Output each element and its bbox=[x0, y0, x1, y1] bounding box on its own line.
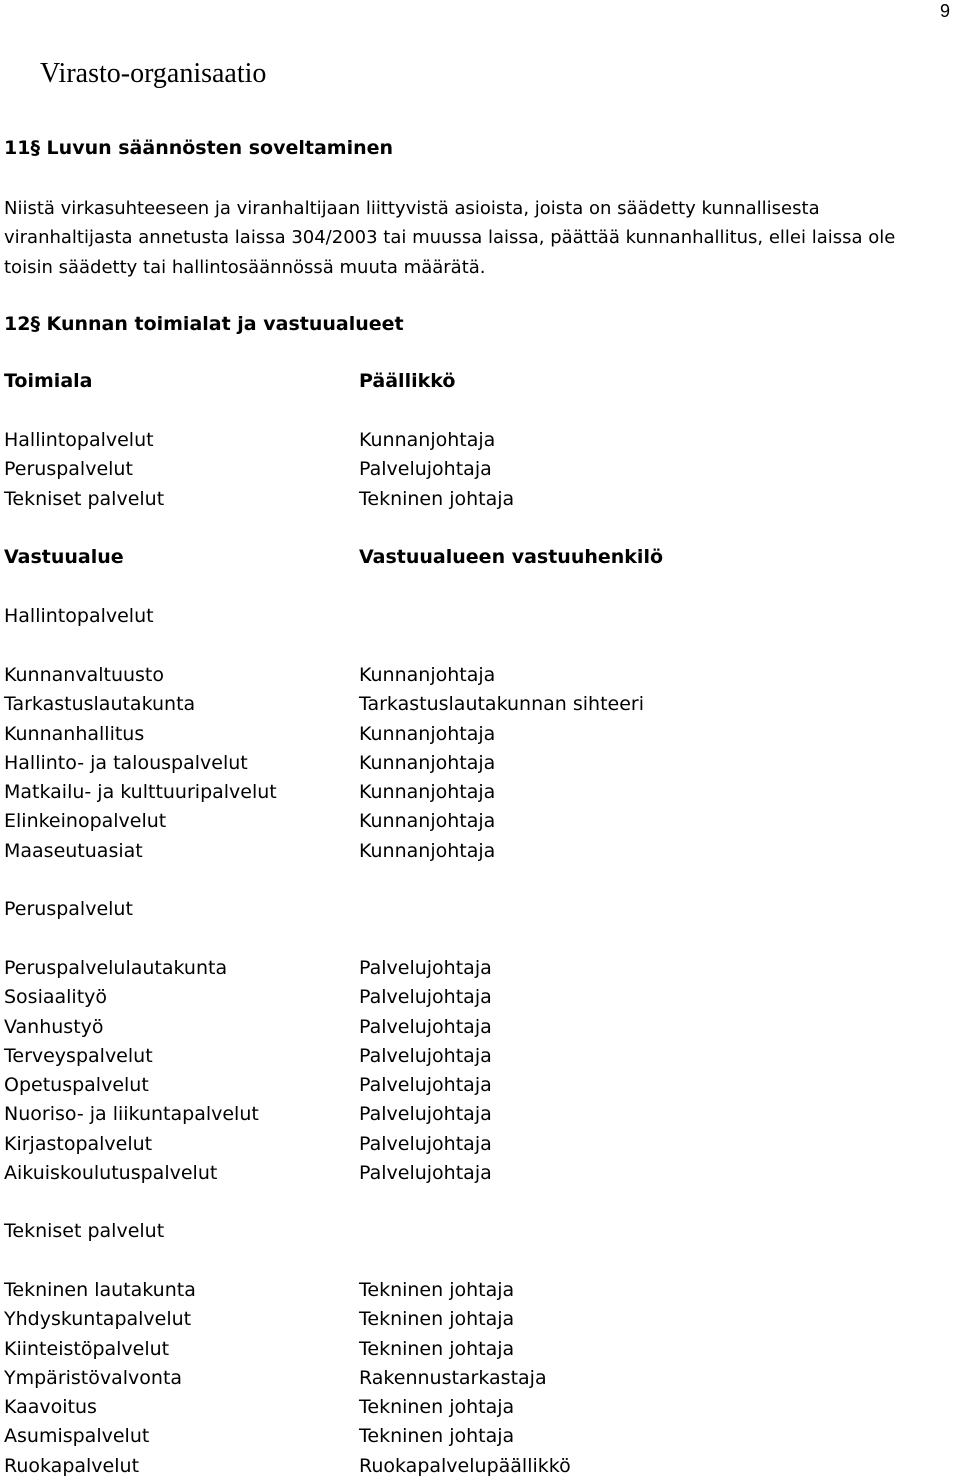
list-item: Maaseutuasiat bbox=[4, 839, 143, 862]
list-item: Nuoriso- ja liikuntapalvelut bbox=[4, 1103, 259, 1126]
list-item: Tekniset palvelut bbox=[4, 487, 165, 510]
list-item: Ruokapalvelupäällikkö bbox=[359, 1454, 571, 1477]
person-list bbox=[359, 1276, 571, 1481]
group-heading-hallintopalvelut: Hallintopalvelut bbox=[4, 605, 154, 627]
list-item: Vanhustyö bbox=[4, 1015, 104, 1038]
paallikko-header: Päällikkö bbox=[359, 370, 456, 392]
list-item: Palvelujohtaja bbox=[359, 1103, 492, 1126]
list-item: Hallinto- ja talouspalvelut bbox=[4, 751, 248, 774]
list-item: Palvelujohtaja bbox=[359, 986, 492, 1009]
list-item: Tekninen johtaja bbox=[359, 1279, 515, 1301]
area-list bbox=[4, 954, 259, 1188]
list-item: Tekninen johtaja bbox=[359, 1425, 515, 1448]
person-list bbox=[359, 661, 644, 866]
list-item: Kunnanjohtaja bbox=[359, 722, 496, 745]
list-item: Aikuiskoulutuspalvelut bbox=[4, 1162, 218, 1185]
list-item: Kunnanjohtaja bbox=[359, 781, 496, 804]
list-item: Terveyspalvelut bbox=[4, 1044, 153, 1067]
paragraph-line: viranhaltijasta annetusta laissa 304/2003 tai muussa laissa, päättää kunnanhallitus, ellei laissa ole bbox=[4, 227, 896, 249]
list-item: Kunnanjohtaja bbox=[359, 664, 496, 686]
list-item: Palvelujohtaja bbox=[359, 1074, 492, 1097]
list-item: Tarkastuslautakunta bbox=[4, 693, 196, 716]
list-item: Palvelujohtaja bbox=[359, 1015, 492, 1038]
list-item: Ruokapalvelut bbox=[4, 1454, 140, 1477]
list-item: Hallintopalvelut bbox=[4, 429, 154, 451]
page-title: Virasto-organisaatio bbox=[40, 58, 267, 89]
list-item: Kiinteistöpalvelut bbox=[4, 1337, 170, 1360]
group-heading-peruspalvelut: Peruspalvelut bbox=[4, 898, 133, 920]
list-item: Tekninen lautakunta bbox=[4, 1279, 196, 1301]
area-list bbox=[4, 1276, 196, 1481]
list-item: Kunnanjohtaja bbox=[359, 429, 496, 451]
list-item: Elinkeinopalvelut bbox=[4, 810, 167, 833]
paragraph-line: toisin säädetty tai hallintosäännössä muuta määrätä. bbox=[4, 256, 486, 278]
toimiala-header: Toimiala bbox=[4, 370, 93, 392]
list-item: Rakennustarkastaja bbox=[359, 1366, 547, 1389]
vastuualue-header: Vastuualue bbox=[4, 546, 124, 568]
list-item: Palvelujohtaja bbox=[359, 1162, 492, 1185]
list-item: Palvelujohtaja bbox=[359, 957, 492, 979]
list-item: Kunnanjohtaja bbox=[359, 751, 496, 774]
page-number: 9 bbox=[940, 1, 951, 21]
list-item: Kirjastopalvelut bbox=[4, 1132, 153, 1155]
list-item: Tekninen johtaja bbox=[359, 1396, 515, 1419]
list-item: Kunnanjohtaja bbox=[359, 839, 496, 862]
toimiala-list bbox=[4, 426, 164, 514]
list-item: Tekninen johtaja bbox=[359, 1337, 515, 1360]
list-item: Palvelujohtaja bbox=[359, 458, 492, 481]
list-item: Tekninen johtaja bbox=[359, 1308, 515, 1331]
list-item: Peruspalvelulautakunta bbox=[4, 957, 228, 979]
list-item: Asumispalvelut bbox=[4, 1425, 150, 1448]
paragraph-line: Niistä virkasuhteeseen ja viranhaltijaan liittyvistä asioista, joista on säädetty kunnallisesta bbox=[4, 198, 820, 219]
list-item: Yhdyskuntapalvelut bbox=[4, 1308, 192, 1331]
list-item: Matkailu- ja kulttuuripalvelut bbox=[4, 781, 277, 804]
area-list bbox=[4, 661, 277, 866]
list-item: Kunnanvaltuusto bbox=[4, 664, 164, 686]
list-item: Ympäristövalvonta bbox=[4, 1366, 183, 1389]
list-item: Tekninen johtaja bbox=[359, 487, 515, 510]
list-item: Peruspalvelut bbox=[4, 458, 133, 481]
list-item: Sosiaalityö bbox=[4, 986, 108, 1009]
section-11-heading: 11§ Luvun säännösten soveltaminen bbox=[4, 137, 394, 159]
list-item: Palvelujohtaja bbox=[359, 1132, 492, 1155]
list-item: Tarkastuslautakunnan sihteeri bbox=[359, 693, 644, 716]
list-item: Palvelujohtaja bbox=[359, 1044, 492, 1067]
list-item: Kunnanhallitus bbox=[4, 722, 145, 745]
person-list bbox=[359, 954, 492, 1188]
list-item: Kaavoitus bbox=[4, 1396, 97, 1419]
list-item: Opetuspalvelut bbox=[4, 1074, 149, 1097]
section-11-paragraph bbox=[4, 194, 959, 282]
paallikko-list bbox=[359, 426, 514, 514]
list-item: Kunnanjohtaja bbox=[359, 810, 496, 833]
section-12-heading: 12§ Kunnan toimialat ja vastuualueet bbox=[4, 313, 404, 335]
vastuuhenkilo-header: Vastuualueen vastuuhenkilö bbox=[359, 546, 664, 568]
group-heading-tekniset-palvelut: Tekniset palvelut bbox=[4, 1220, 165, 1242]
